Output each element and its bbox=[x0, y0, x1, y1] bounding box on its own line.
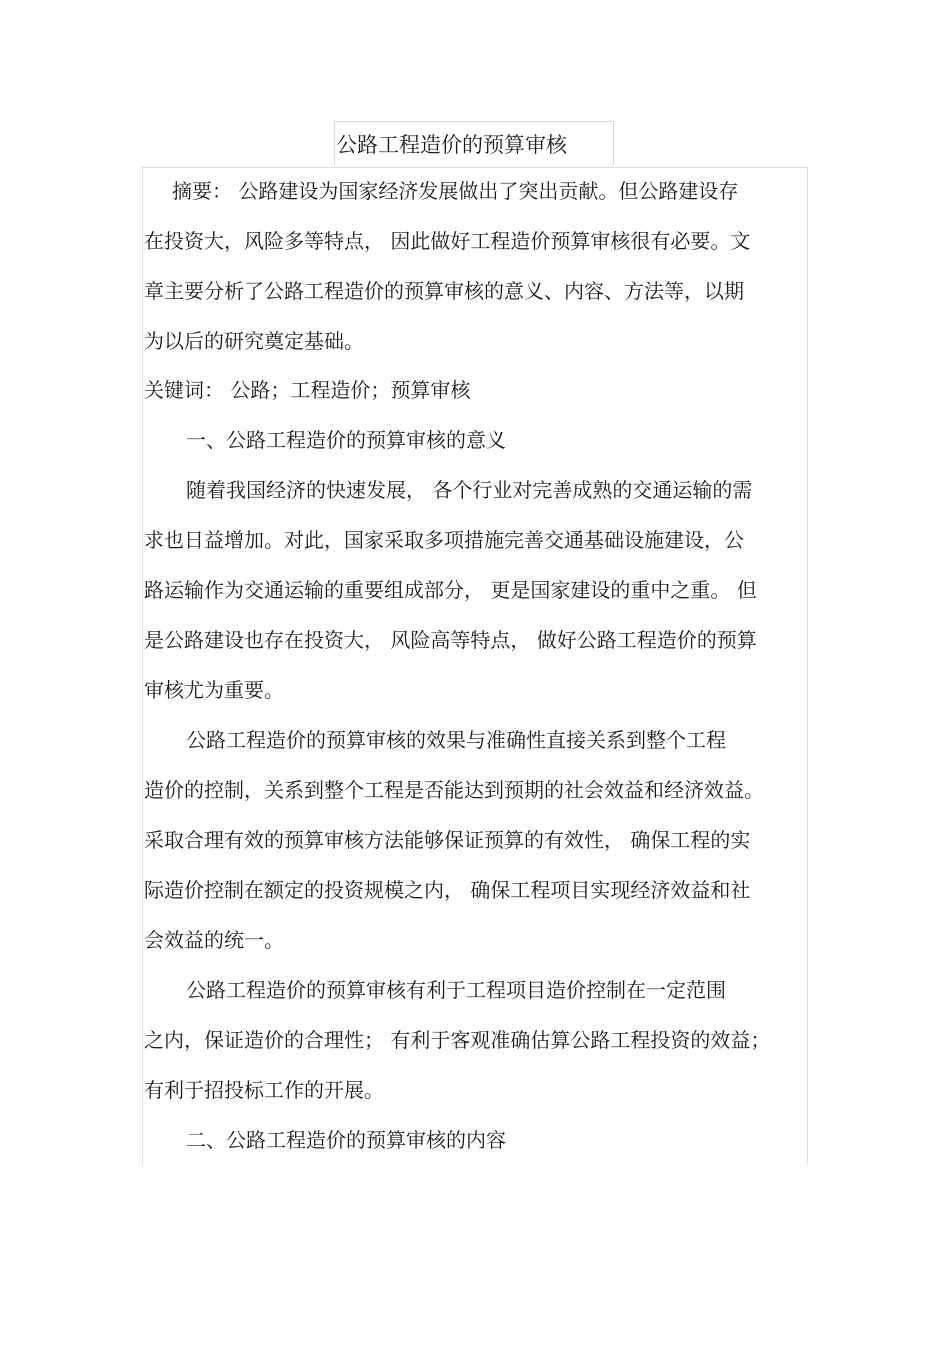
abstract-line-1: 摘要： 公路建设为国家经济发展做出了突出贡献。但公路建设存 bbox=[172, 179, 739, 203]
paragraph-line: 会效益的统一。 bbox=[144, 928, 284, 952]
abstract-line-4: 为以后的研究奠定基础。 bbox=[144, 329, 364, 353]
abstract-line-2: 在投资大，风险多等特点， 因此做好工程造价预算审核很有必要。文 bbox=[144, 229, 751, 253]
paragraph-line: 之内，保证造价的合理性； 有利于客观准确估算公路工程投资的效益； bbox=[144, 1028, 771, 1052]
paragraph-line: 是公路建设也存在投资大， 风险高等特点， 做好公路工程造价的预算 bbox=[144, 628, 757, 652]
paragraph-line: 公路工程造价的预算审核的效果与准确性直接关系到整个工程 bbox=[186, 728, 726, 752]
paragraph-line: 审核尤为重要。 bbox=[144, 678, 284, 702]
paragraph-line: 有利于招投标工作的开展。 bbox=[144, 1078, 384, 1102]
body-frame bbox=[142, 167, 808, 1165]
paragraph-line: 际造价控制在额定的投资规模之内， 确保工程项目实现经济效益和社 bbox=[144, 878, 751, 902]
section-heading-2: 二、公路工程造价的预算审核的内容 bbox=[186, 1128, 506, 1152]
document-title: 公路工程造价的预算审核 bbox=[336, 133, 567, 157]
abstract-line-3: 章主要分析了公路工程造价的预算审核的意义、内容、方法等，以期 bbox=[144, 279, 744, 303]
paragraph-line: 随着我国经济的快速发展， 各个行业对完善成熟的交通运输的需 bbox=[186, 478, 753, 502]
paragraph-line: 路运输作为交通运输的重要组成部分， 更是国家建设的重中之重。 但 bbox=[144, 578, 757, 602]
paragraph-line: 公路工程造价的预算审核有利于工程项目造价控制在一定范围 bbox=[186, 978, 726, 1002]
paragraph-line: 采取合理有效的预算审核方法能够保证预算的有效性， 确保工程的实 bbox=[144, 828, 751, 852]
section-heading-1: 一、公路工程造价的预算审核的意义 bbox=[186, 428, 506, 452]
paragraph-line: 造价的控制，关系到整个工程是否能达到预期的社会效益和经济效益。 bbox=[144, 778, 764, 802]
keywords-line: 关键词： 公路；工程造价；预算审核 bbox=[144, 378, 471, 402]
paragraph-line: 求也日益增加。对此，国家采取多项措施完善交通基础设施建设，公 bbox=[144, 528, 744, 552]
